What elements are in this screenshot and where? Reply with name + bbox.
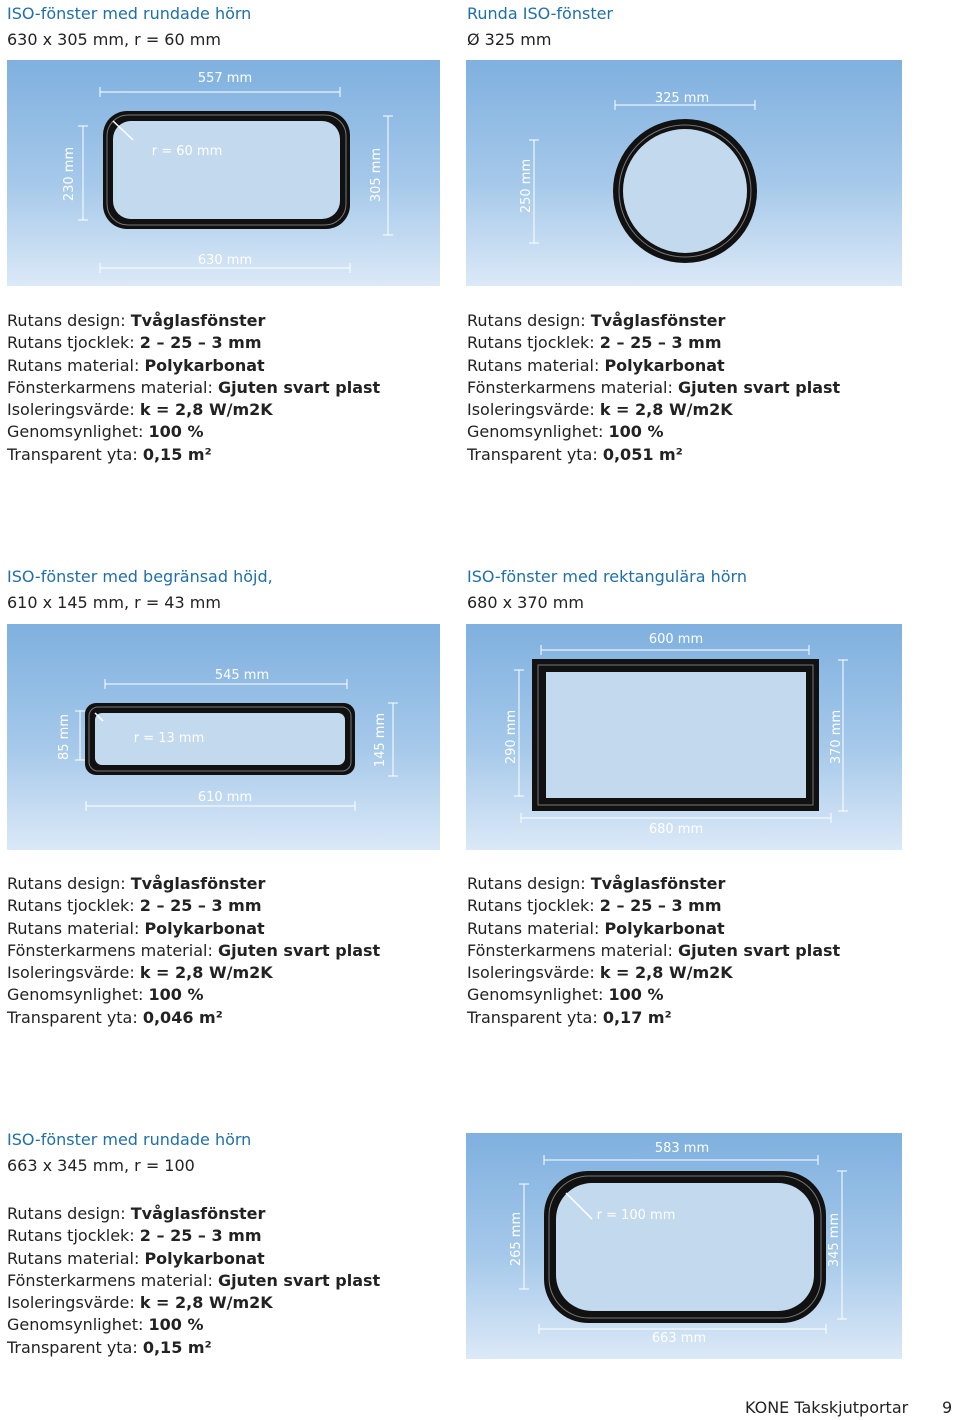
section-title: Runda ISO-fönster xyxy=(467,4,614,23)
spec-list xyxy=(7,873,380,1029)
dim-left: 290 mm xyxy=(504,709,519,765)
dim-left: 85 mm xyxy=(57,713,72,761)
dim-bottom: 663 mm xyxy=(651,1331,707,1346)
spec-row: Rutans design: Tvåglasfönster xyxy=(467,311,726,330)
spec-row: Transparent yta: 0,15 m² xyxy=(7,1337,212,1357)
spec-list xyxy=(7,1203,380,1359)
spec-row: Transparent yta: 0,051 m² xyxy=(467,444,683,464)
dim-bottom: 680 mm xyxy=(648,822,704,837)
footer-brand: KONE Takskjutportar xyxy=(745,1398,909,1417)
spec-row: Genomsynlighet: 100 % xyxy=(7,985,204,1005)
spec-row: Rutans material: Polykarbonat xyxy=(7,918,265,938)
section-subtitle: 663 x 345 mm, r = 100 xyxy=(7,1156,195,1175)
spec-row: Isoleringsvärde: k = 2,8 W/m2K xyxy=(7,963,273,983)
dim-top: 600 mm xyxy=(648,632,704,647)
dim-left: 250 mm xyxy=(519,158,534,214)
spec-row: Rutans tjocklek: 2 – 25 – 3 mm xyxy=(467,333,722,353)
spec-row: Rutans design: Tvåglasfönster xyxy=(7,1204,266,1223)
dim-right: 305 mm xyxy=(369,147,384,203)
spec-row: Transparent yta: 0,046 m² xyxy=(7,1007,223,1027)
spec-list xyxy=(467,873,840,1029)
spec-row: Rutans design: Tvåglasfönster xyxy=(7,874,266,893)
dim-bottom: 630 mm xyxy=(197,253,253,268)
window-diagram-panel xyxy=(466,1133,902,1359)
spec-row: Fönsterkarmens material: Gjuten svart plast xyxy=(7,377,381,397)
spec-row: Rutans tjocklek: 2 – 25 – 3 mm xyxy=(467,896,722,916)
spec-row: Isoleringsvärde: k = 2,8 W/m2K xyxy=(7,400,273,420)
spec-row: Fönsterkarmens material: Gjuten svart plast xyxy=(467,940,841,960)
spec-row: Isoleringsvärde: k = 2,8 W/m2K xyxy=(467,963,733,983)
page-number: 9 xyxy=(942,1398,953,1417)
dim-top: 557 mm xyxy=(197,71,253,86)
spec-row: Rutans design: Tvåglasfönster xyxy=(7,311,266,330)
spec-row: Genomsynlighet: 100 % xyxy=(7,422,204,442)
dim-radius: r = 60 mm xyxy=(151,144,223,159)
section-subtitle: 630 x 305 mm, r = 60 mm xyxy=(7,30,221,49)
section-subtitle: Ø 325 mm xyxy=(467,30,552,49)
spec-row: Fönsterkarmens material: Gjuten svart plast xyxy=(7,1270,381,1290)
spec-row: Rutans material: Polykarbonat xyxy=(467,355,725,375)
spec-row: Transparent yta: 0,17 m² xyxy=(467,1007,672,1027)
window-diagram-panel xyxy=(466,624,902,850)
section-subtitle: 610 x 145 mm, r = 43 mm xyxy=(7,593,221,612)
spec-row: Genomsynlighet: 100 % xyxy=(7,1315,204,1335)
window-diagram-panel xyxy=(7,624,440,850)
spec-row: Isoleringsvärde: k = 2,8 W/m2K xyxy=(467,400,733,420)
spec-row: Fönsterkarmens material: Gjuten svart plast xyxy=(467,377,841,397)
spec-row: Isoleringsvärde: k = 2,8 W/m2K xyxy=(7,1293,273,1313)
dim-right: 370 mm xyxy=(829,709,844,765)
section-title: ISO-fönster med rundade hörn xyxy=(7,1130,252,1149)
spec-list xyxy=(7,310,380,466)
spec-row: Transparent yta: 0,15 m² xyxy=(7,444,212,464)
dim-left: 230 mm xyxy=(62,146,77,202)
spec-row: Rutans design: Tvåglasfönster xyxy=(467,874,726,893)
section-title: ISO-fönster med rundade hörn xyxy=(7,4,252,23)
window-diagram-panel xyxy=(7,60,440,286)
dim-left: 265 mm xyxy=(509,1211,524,1267)
spec-row: Genomsynlighet: 100 % xyxy=(467,422,664,442)
window-diagram-panel xyxy=(466,60,902,286)
dim-top: 583 mm xyxy=(654,1141,710,1156)
spec-row: Rutans material: Polykarbonat xyxy=(7,355,265,375)
dim-top: 545 mm xyxy=(214,668,270,683)
section-title: ISO-fönster med rektangulära hörn xyxy=(467,567,747,586)
dim-top: 325 mm xyxy=(654,91,710,106)
spec-row: Rutans material: Polykarbonat xyxy=(467,918,725,938)
dim-right: 345 mm xyxy=(827,1212,842,1268)
dim-radius: r = 13 mm xyxy=(133,731,205,746)
dim-bottom: 610 mm xyxy=(197,790,253,805)
spec-row: Rutans material: Polykarbonat xyxy=(7,1248,265,1268)
dim-right: 145 mm xyxy=(373,712,388,768)
spec-row: Fönsterkarmens material: Gjuten svart plast xyxy=(7,940,381,960)
spec-row: Genomsynlighet: 100 % xyxy=(467,985,664,1005)
dim-radius: r = 100 mm xyxy=(596,1208,676,1223)
spec-row: Rutans tjocklek: 2 – 25 – 3 mm xyxy=(7,1226,262,1246)
section-title: ISO-fönster med begränsad höjd, xyxy=(7,567,273,586)
spec-row: Rutans tjocklek: 2 – 25 – 3 mm xyxy=(7,896,262,916)
spec-row: Rutans tjocklek: 2 – 25 – 3 mm xyxy=(7,333,262,353)
spec-list xyxy=(467,310,840,466)
section-subtitle: 680 x 370 mm xyxy=(467,593,584,612)
